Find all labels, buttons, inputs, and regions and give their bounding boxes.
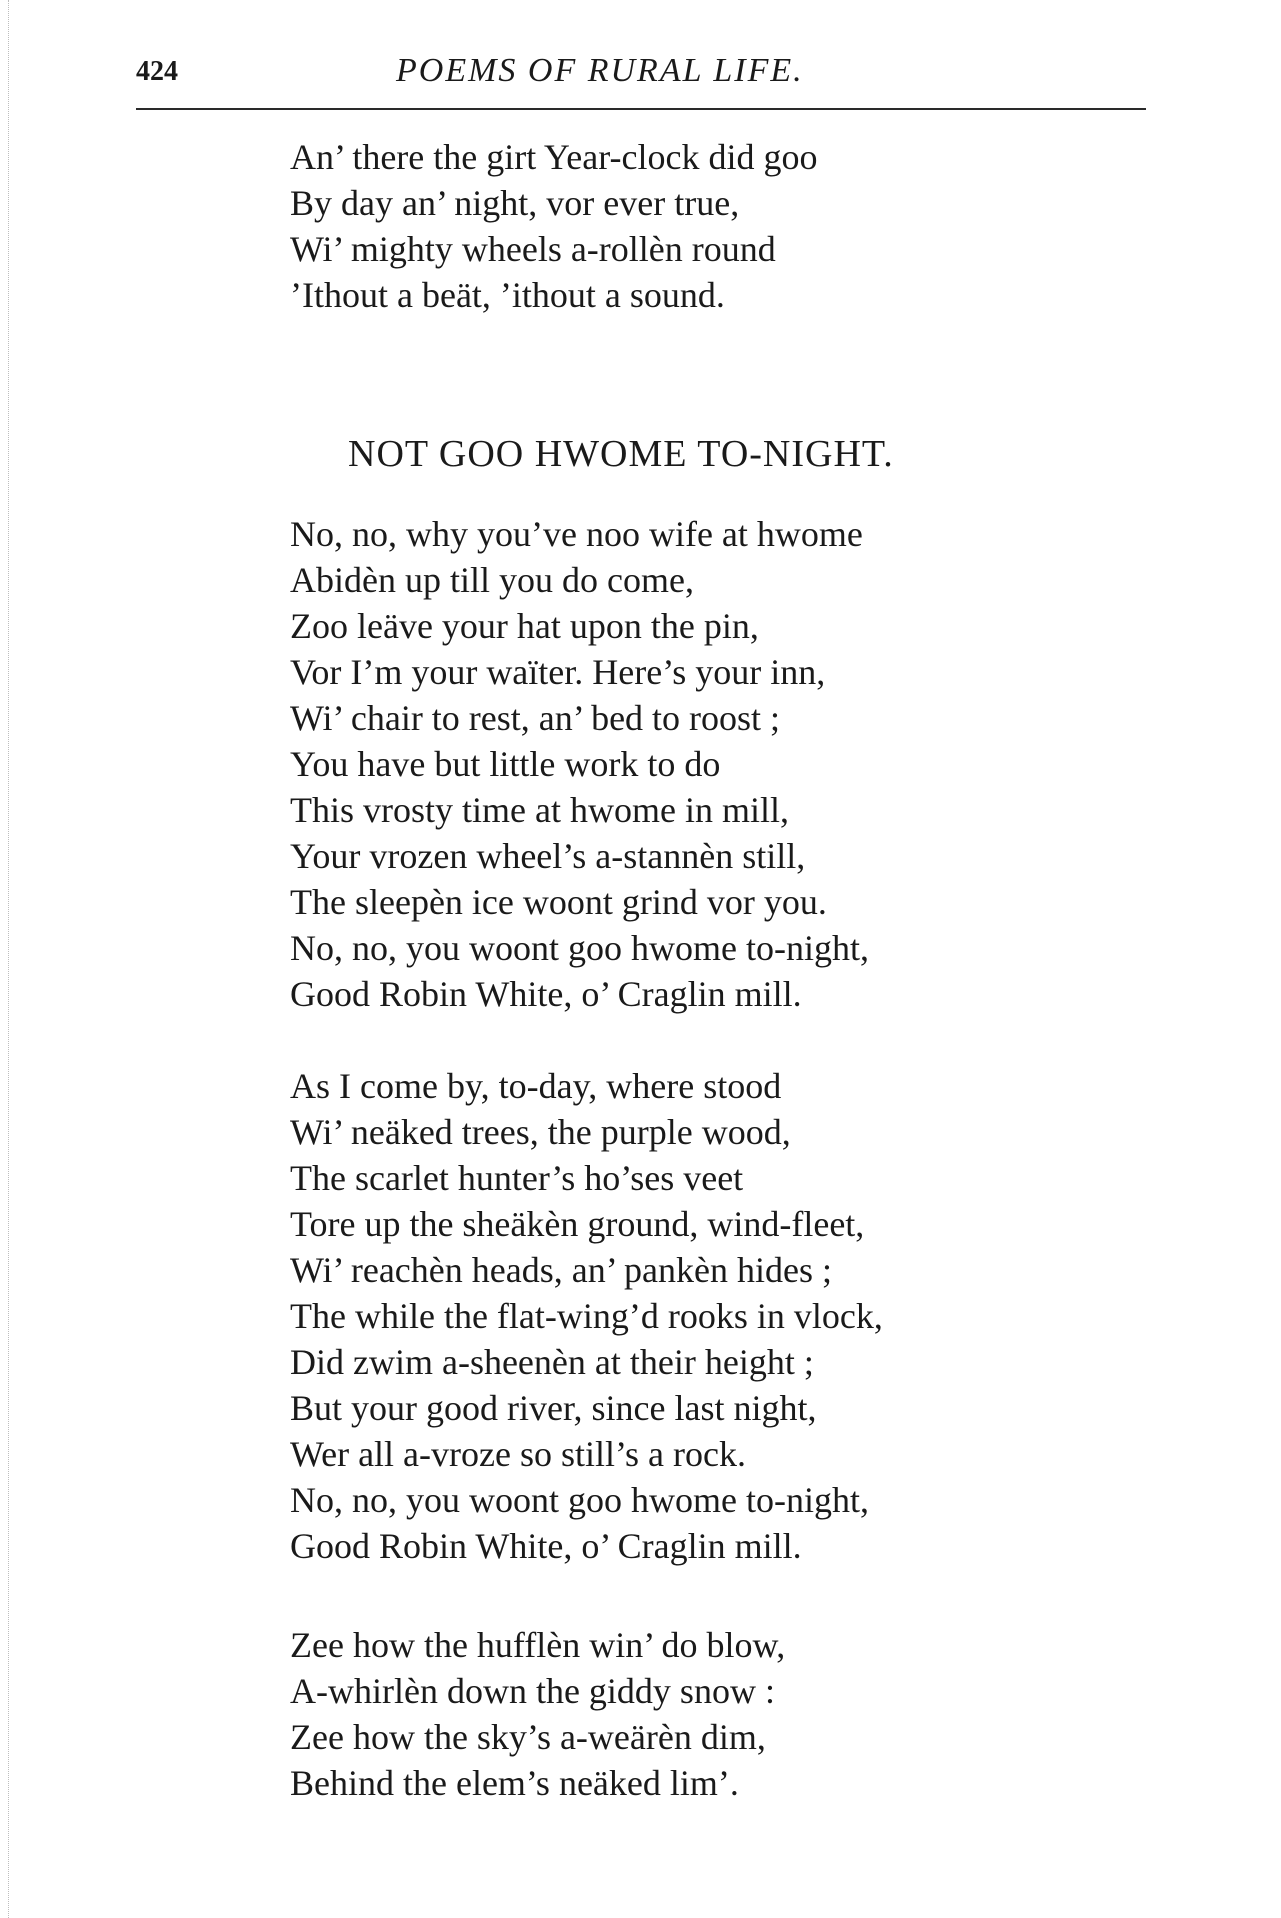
verse-line: Abidèn up till you do come, (290, 560, 694, 600)
verse-line: But your good river, since last night, (290, 1388, 817, 1428)
stanza-2 (290, 1063, 883, 1569)
stanza-1 (290, 511, 869, 1017)
verse-line: Wer all a-vroze so still’s a rock. (290, 1434, 746, 1474)
verse-line: No, no, you woont goo hwome to-night, (290, 928, 869, 968)
verse-line: Zee how the hufflèn win’ do blow, (290, 1625, 786, 1665)
page-edge (8, 0, 9, 1918)
verse-line: The scarlet hunter’s ho’ses veet (290, 1158, 744, 1198)
verse-line: The while the flat-wing’d rooks in vlock, (290, 1296, 883, 1336)
header-rule (136, 108, 1146, 110)
verse-line: Tore up the sheäkèn ground, wind-fleet, (290, 1204, 865, 1244)
verse-line: Zoo leäve your hat upon the pin, (290, 606, 759, 646)
verse-line: Wi’ mighty wheels a-rollèn round (290, 229, 776, 269)
verse-line: Behind the elem’s neäked lim’. (290, 1763, 739, 1803)
verse-line: The sleepèn ice woont grind vor you. (290, 882, 827, 922)
poem-title: NOT GOO HWOME TO-NIGHT. (348, 433, 894, 475)
verse-line: Good Robin White, o’ Craglin mill. (290, 974, 802, 1014)
verse-line: This vrosty time at hwome in mill, (290, 790, 789, 830)
verse-line: Good Robin White, o’ Craglin mill. (290, 1526, 802, 1566)
stanza-3 (290, 1622, 785, 1806)
verse-line: Did zwim a-sheenèn at their height ; (290, 1342, 814, 1382)
verse-line: You have but little work to do (290, 744, 721, 784)
verse-line: By day an’ night, vor ever true, (290, 183, 740, 223)
verse-line: No, no, why you’ve noo wife at hwome (290, 514, 863, 554)
verse-line: Wi’ reachèn heads, an’ pankèn hides ; (290, 1250, 832, 1290)
running-title: POEMS OF RURAL LIFE. (396, 52, 804, 89)
verse-line: ’Ithout a beät, ’ithout a sound. (290, 275, 725, 315)
verse-line: No, no, you woont goo hwome to-night, (290, 1480, 869, 1520)
verse-line: A-whirlèn down the giddy snow : (290, 1671, 775, 1711)
verse-line: Your vrozen wheel’s a-stannèn still, (290, 836, 806, 876)
verse-line: Wi’ chair to rest, an’ bed to roost ; (290, 698, 781, 738)
verse-line: As I come by, to-day, where stood (290, 1066, 782, 1106)
page-header (136, 44, 1146, 104)
verse-line: An’ there the girt Year-clock did goo (290, 137, 818, 177)
verse-line: Vor I’m your waïter. Here’s your inn, (290, 652, 826, 692)
page-number: 424 (136, 56, 178, 87)
verse-line: Wi’ neäked trees, the purple wood, (290, 1112, 791, 1152)
verse-line: Zee how the sky’s a-weärèn dim, (290, 1717, 766, 1757)
intro-stanza (290, 134, 817, 318)
